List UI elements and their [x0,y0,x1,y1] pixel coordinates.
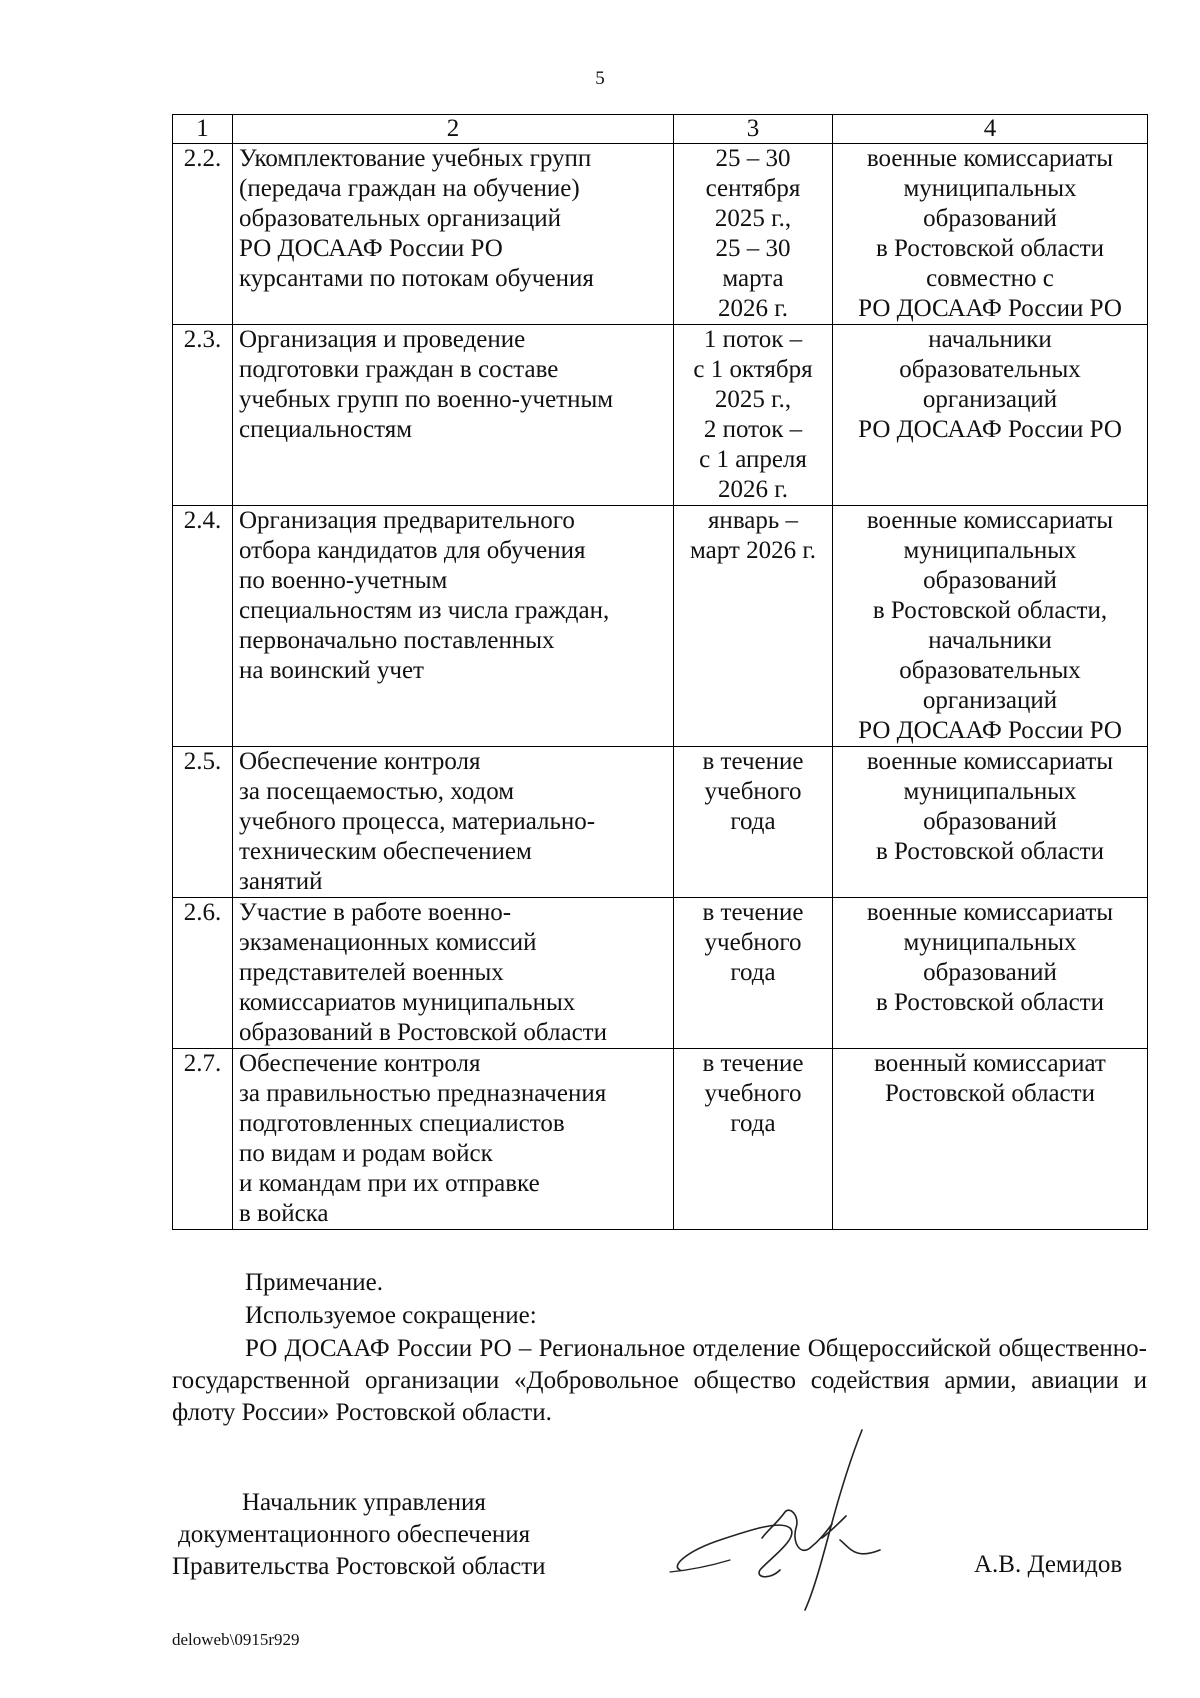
row-term-line: март 2026 г. [689,537,817,564]
table-header-row [173,115,1148,144]
row-task-line: занятий [239,868,323,895]
row-responsible [833,325,1148,506]
row-responsible-line: муниципальных [903,778,1077,805]
header-col-4: 4 [833,115,1148,144]
plan-table-body [173,144,1148,1230]
row-task-line: экзаменационных комиссий [239,929,537,956]
row-task-line: отбора кандидатов для обучения [239,537,586,564]
row-number: 2.5. [173,747,233,898]
row-term-line: 1 поток – [703,326,803,353]
handwritten-signature [650,1420,950,1620]
row-term-line: в течение [702,1050,804,1077]
row-term-line: года [730,1110,776,1137]
row-term-line: 25 – 30 [715,145,791,172]
row-responsible-line: образований [923,808,1057,835]
row-term [674,325,833,506]
row-term-line: 2025 г., [714,386,792,413]
row-task-line: Участие в работе военно- [239,899,512,926]
row-responsible-line: муниципальных [903,929,1077,956]
row-responsible-line: совместно с [926,265,1054,292]
row-task [233,1049,674,1230]
row-task-line: курсантами по потокам обучения [239,265,594,292]
row-responsible-line: военные комиссариаты [866,145,1114,172]
row-task-line: образований в Ростовской области [239,1019,607,1046]
row-number: 2.7. [173,1049,233,1230]
plan-table [172,114,1148,1230]
row-term-line: учебного [704,1080,802,1107]
header-col-3: 3 [674,115,833,144]
row-task-line: образовательных организаций [239,205,562,232]
row-task-line: (передача граждан на обучение) [239,175,580,202]
row-task-line: в войска [239,1200,329,1227]
row-term [674,898,833,1049]
row-term [674,506,833,747]
table-row [173,144,1148,325]
row-responsible-line: образовательных [899,657,1081,684]
row-task [233,325,674,506]
row-responsible-line: Ростовской области [885,1080,1095,1107]
row-task-line: специальностям из числа граждан, [239,597,610,624]
row-task-line: техническим обеспечением [239,838,532,865]
row-responsible-line: военные комиссариаты [866,748,1114,775]
row-responsible-line: образований [923,205,1057,232]
row-task-line: представителей военных [239,959,504,986]
row-responsible-line: начальники [928,627,1052,654]
row-term-line: январь – [707,507,799,534]
row-task-line: за правильностью предназначения [239,1080,607,1107]
row-term-line: в течение [702,899,804,926]
row-term-line: марта [722,265,784,292]
row-responsible-line: военные комиссариаты [866,507,1114,534]
document-code: deloweb\0915r929 [172,1630,300,1649]
table-row [173,898,1148,1049]
table-row [173,747,1148,898]
row-task-line: за посещаемостью, ходом [239,778,515,805]
row-term-line: года [730,808,776,835]
row-term-line: в течение [702,748,804,775]
table-row [173,1049,1148,1230]
row-task-line: по видам и родам войск [239,1140,493,1167]
row-responsible-line: в Ростовской области [876,989,1104,1016]
signatory-position-line: документационного обеспечения [178,1521,531,1548]
row-task-line: учебных групп по военно-учетным [239,386,614,413]
table-row [173,325,1148,506]
row-term-line: с 1 октября [693,356,813,383]
page-number: 5 [595,68,605,89]
signatory-position-line: Начальник управления [242,1489,486,1516]
row-responsible [833,747,1148,898]
row-number: 2.4. [173,506,233,747]
row-task-line: подготовки граждан в составе [239,356,559,383]
note-abbreviation-text: РО ДОСААФ России РО – Региональное отделение Общероссийской общественно-государственной организации «Добровольное общество содействия армии, авиации и флоту России» Ростовской области. [172,1335,1147,1426]
row-responsible-line: образований [923,567,1057,594]
row-responsible-line: военный комиссариат [874,1050,1106,1077]
row-term [674,1049,833,1230]
row-task-line: учебного процесса, материально- [239,808,596,835]
row-term [674,747,833,898]
row-term [674,144,833,325]
row-term-line: 25 – 30 [715,235,791,262]
signatory-position-line: Правительства Ростовской области [172,1553,546,1580]
row-number: 2.6. [173,898,233,1049]
row-responsible [833,1049,1148,1230]
row-task-line: специальностям [239,416,413,443]
row-term-line: учебного [704,929,802,956]
row-task-line: комиссариатов муниципальных [239,989,576,1016]
row-task-line: по военно-учетным [239,567,448,594]
row-responsible [833,506,1148,747]
row-task-line: Организация и проведение [239,326,526,353]
row-responsible-line: организаций [922,687,1058,714]
table-row [173,506,1148,747]
note-abbreviation-label: Используемое сокращение: [245,1302,537,1329]
row-task-line: Организация предварительного [239,507,575,534]
row-responsible-line: в Ростовской области [876,235,1104,262]
row-responsible-line: в Ростовской области, [872,597,1108,624]
row-responsible-line: РО ДОСААФ России РО [858,295,1122,322]
row-responsible-line: военные комиссариаты [866,899,1114,926]
row-term-line: 2 поток – [703,416,803,443]
row-responsible-line: муниципальных [903,537,1077,564]
row-term-line: 2026 г. [718,295,788,322]
row-responsible-line: начальники [928,326,1052,353]
row-responsible-line: образовательных [899,356,1081,383]
row-task-line: Укомплектование учебных групп [239,145,592,172]
row-term-line: учебного [704,778,802,805]
row-number: 2.2. [173,144,233,325]
note-title: Примечание. [245,1269,384,1296]
row-term-line: 2026 г. [718,476,788,503]
header-col-1: 1 [173,115,233,144]
row-task [233,506,674,747]
row-task-line: подготовленных специалистов [239,1110,565,1137]
row-task [233,898,674,1049]
row-task-line: на воинский учет [239,657,424,684]
row-responsible-line: муниципальных [903,175,1077,202]
row-task [233,747,674,898]
row-term-line: 2025 г., [714,205,792,232]
row-task [233,144,674,325]
row-task-line: Обеспечение контроля [239,1050,481,1077]
row-responsible [833,898,1148,1049]
signer-name: А.В. Демидов [974,1551,1123,1578]
row-term-line: с 1 апреля [699,446,807,473]
row-number: 2.3. [173,325,233,506]
row-term-line: года [730,959,776,986]
row-responsible-line: организаций [922,386,1058,413]
row-task-line: и командам при их отправке [239,1170,540,1197]
row-task-line: РО ДОСААФ России РО [239,235,503,262]
row-responsible-line: образований [923,959,1057,986]
signatory-position [172,1487,546,1583]
row-task-line: первоначально поставленных [239,627,555,654]
row-responsible [833,144,1148,325]
row-responsible-line: РО ДОСААФ России РО [858,717,1122,744]
header-col-2: 2 [233,115,674,144]
row-responsible-line: в Ростовской области [876,838,1104,865]
row-responsible-line: РО ДОСААФ России РО [858,416,1122,443]
row-task-line: Обеспечение контроля [239,748,481,775]
row-term-line: сентября [705,175,801,202]
